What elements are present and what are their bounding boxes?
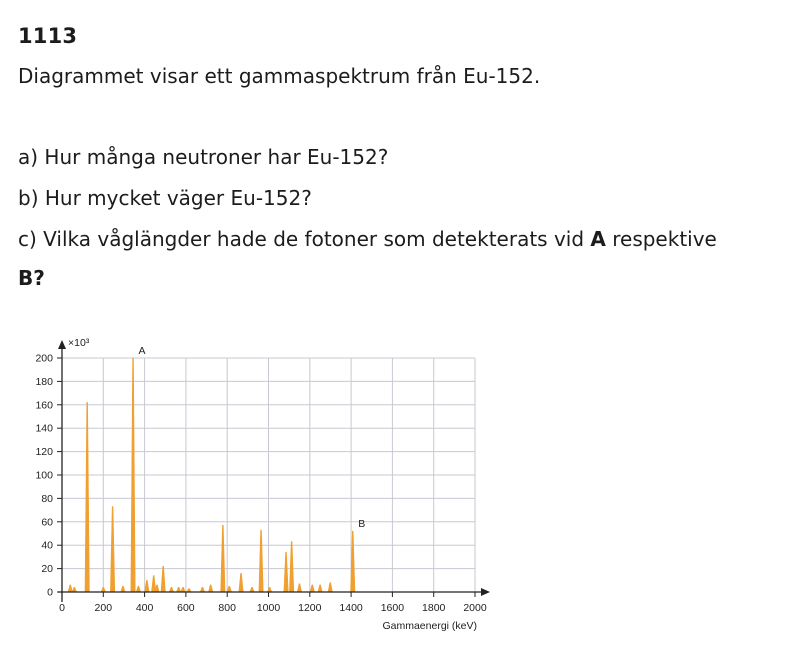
peak-1005kev — [267, 587, 271, 592]
chart-grid — [62, 358, 475, 592]
peak-565kev — [176, 587, 180, 592]
x-tick-label-1200: 1200 — [298, 602, 322, 614]
peak-411kev — [145, 580, 149, 592]
question-c-continued — [18, 266, 45, 290]
peak-720kev — [208, 585, 212, 592]
question-b: b) Hur mycket väger Eu-152? — [18, 186, 312, 210]
x-tick-label-1800: 1800 — [422, 602, 446, 614]
peak-867kev — [239, 573, 243, 592]
peak-1212kev — [310, 585, 314, 592]
x-axis-label: Gammaenergi (keV) — [382, 620, 477, 632]
chart-axes — [58, 340, 490, 602]
problem-number: 1113 — [18, 24, 78, 48]
x-tick-label-1000: 1000 — [256, 602, 281, 614]
question-c-end: ? — [33, 266, 45, 290]
question-c-middle: respektive — [605, 227, 717, 251]
y-axis-label: ×10³ — [68, 337, 90, 349]
peak-1150kev — [297, 584, 301, 592]
peak-122kev — [85, 402, 89, 592]
x-tick-label-400: 400 — [135, 602, 154, 614]
x-tick-label-0: 0 — [59, 602, 65, 614]
y-tick-label-160: 160 — [35, 399, 53, 412]
gamma-spectrum-chart — [0, 330, 500, 640]
problem-intro: Diagrammet visar ett gammaspektrum från Eu-152. — [18, 64, 541, 88]
peak-60kev — [72, 587, 76, 592]
peak-200kev — [101, 587, 105, 592]
y-tick-label-120: 120 — [35, 446, 53, 459]
peak-680kev — [200, 587, 204, 592]
x-tick-label-600: 600 — [177, 602, 195, 614]
peak-530kev — [169, 587, 173, 592]
peak-245kev — [110, 507, 114, 592]
peak-779kev — [221, 525, 225, 592]
y-tick-label-100: 100 — [35, 469, 53, 482]
peak-810kev — [227, 586, 231, 592]
x-tick-label-200: 200 — [94, 602, 113, 614]
peak-370kev — [136, 586, 140, 592]
question-c-mark-a: A — [590, 227, 606, 251]
y-axis-arrow-icon — [58, 340, 66, 349]
chart-annotations — [139, 345, 366, 530]
x-tick-label-800: 800 — [218, 602, 236, 614]
question-c-text: c) Vilka våglängder hade de fotoner som detekterats vid — [18, 227, 591, 251]
y-tick-label-200: 200 — [35, 352, 53, 365]
peak-920kev — [250, 587, 254, 592]
x-tick-label-1600: 1600 — [380, 602, 405, 614]
peak-295kev — [121, 586, 125, 592]
x-axis-arrow-icon — [481, 588, 490, 596]
peak-490kev — [161, 566, 165, 592]
question-a: a) Hur många neutroner har Eu-152? — [18, 145, 389, 169]
peak-344kev — [131, 358, 135, 592]
peak-586kev — [181, 587, 185, 592]
y-tick-label-20: 20 — [41, 563, 53, 576]
y-tick-label-180: 180 — [35, 375, 53, 388]
peak-annotation-a: A — [138, 345, 146, 357]
y-tick-label-0: 0 — [47, 586, 53, 599]
x-tick-label-1400: 1400 — [339, 602, 363, 614]
y-tick-label-140: 140 — [35, 422, 53, 435]
y-tick-label-60: 60 — [41, 516, 53, 529]
peak-1085kev — [284, 552, 288, 592]
y-tick-label-40: 40 — [41, 539, 53, 552]
peak-40kev — [68, 585, 72, 592]
question-c — [18, 227, 717, 251]
peak-1299kev — [328, 583, 332, 592]
peak-964kev — [259, 530, 263, 592]
peak-1112kev — [289, 542, 293, 592]
x-tick-label-2000: 2000 — [463, 602, 487, 614]
peak-annotation-b: B — [358, 518, 366, 531]
y-tick-label-80: 80 — [41, 492, 53, 505]
question-c-mark-b: B — [18, 266, 34, 290]
peak-1250kev — [318, 585, 322, 592]
